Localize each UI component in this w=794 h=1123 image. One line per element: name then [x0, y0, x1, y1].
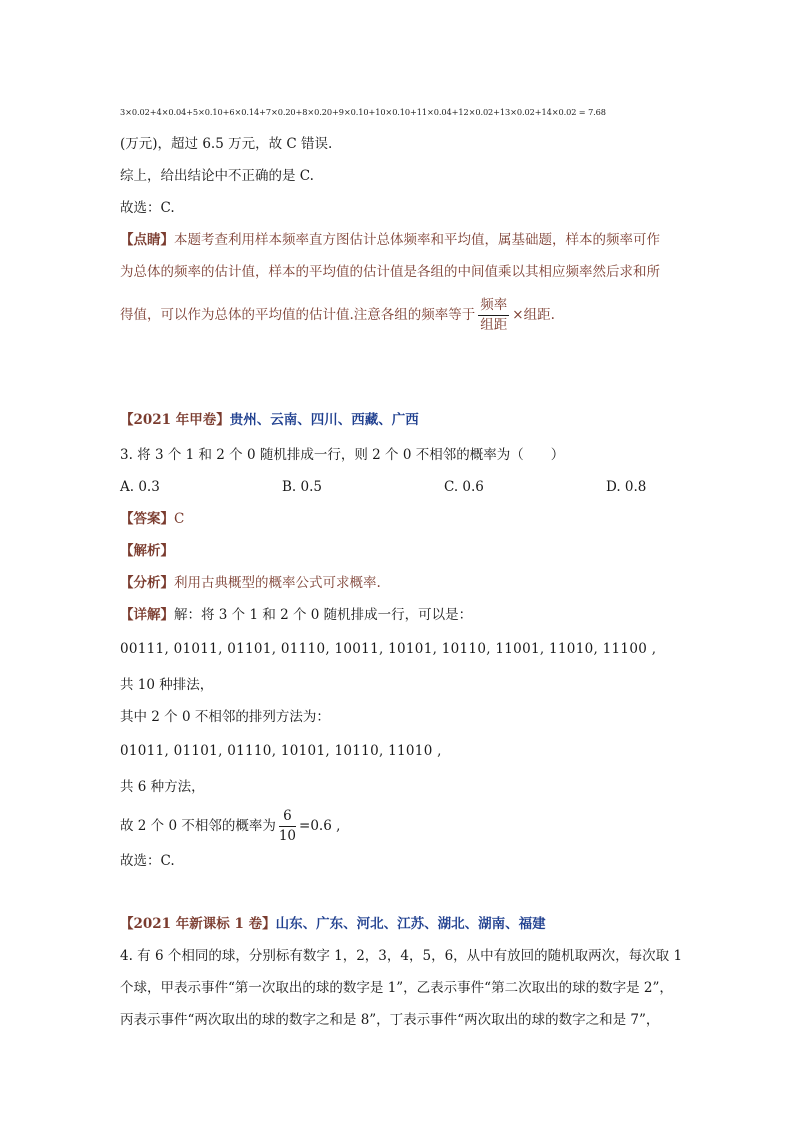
q3-question: 3. 将 3 个 1 和 2 个 0 随机排成一行，则 2 个 0 不相邻的概率为（ ）: [120, 447, 565, 463]
count-all-line: 共 10 种排法，: [120, 677, 214, 693]
q2-summary-line: 综上，给出结论中不正确的是 C.: [120, 168, 314, 184]
tip-tag: 【点睛】: [120, 232, 174, 248]
non-adjacent-intro: 其中 2 个 0 不相邻的排列方法为：: [120, 709, 330, 725]
q3-source-heading: [120, 411, 419, 429]
probability-post: =0.6 ,: [299, 818, 341, 834]
probability-denominator: 10: [278, 828, 297, 844]
option-a: A. 0.3: [120, 479, 160, 495]
answer-value: C: [174, 511, 185, 527]
q3-analysis-heading: [120, 542, 174, 560]
count-non-adjacent-line: 共 6 种方法，: [120, 779, 205, 795]
fenxi-text: 利用古典概型的概率公式可求概率.: [174, 575, 381, 591]
answer-tag: 【答案】: [120, 511, 174, 527]
tip-text-3-pre: 得值，可以作为总体的平均值的估计值.注意各组的频率等于: [120, 307, 476, 323]
q4-line-2: 个球，甲表示事件“第一次取出的球的数字是 1”，乙表示事件“第二次取出的球的数字是 2”，: [120, 980, 673, 996]
option-c: C. 0.6: [444, 479, 484, 495]
q4-line-3: 丙表示事件“两次取出的球的数字之和是 8”，丁表示事件“两次取出的球的数字之和是 7”，: [120, 1012, 660, 1028]
q3-choose-line: 故选：C.: [120, 853, 175, 869]
tip-text-3-post: ×组距.: [512, 307, 555, 323]
q3-source-regions: 贵州、云南、四川、西藏、广西: [229, 412, 419, 428]
q4-source-tag: 【2021 年新课标 1 卷】: [120, 916, 276, 932]
probability-fraction: [279, 808, 296, 845]
q3-fenxi: [120, 574, 381, 592]
q2-choose-line: 故选：C.: [120, 200, 175, 216]
probability-line: [120, 808, 340, 845]
all-arrangements-list: 00111, 01011, 01101, 01110, 10011, 10101, 10110, 11001, 11010, 11100 ,: [120, 641, 657, 657]
tip-text-1: 本题考查利用样本频率直方图估计总体频率和平均值，属基础题，样本的频率可作: [174, 232, 660, 248]
option-b: B. 0.5: [282, 479, 322, 495]
fraction-numerator: 频率: [478, 297, 509, 316]
q4-source-regions: 山东、广东、河北、江苏、湖北、湖南、福建: [275, 916, 546, 932]
q4-line-1: 4. 有 6 个相同的球，分别标有数字 1，2，3，4，5，6，从中有放回的随机取两次，每次取 1: [120, 948, 683, 964]
mean-formula: 3×0.02+4×0.04+5×0.10+6×0.14+7×0.20+8×0.20+9×0.10+10×0.10+11×0.04+12×0.02+13×0.02+14×0.02 = 7.68: [120, 107, 606, 117]
q2-tip-line-2: 为总体的频率的估计值，样本的平均值的估计值是各组的中间值乘以其相应频率然后求和所: [120, 264, 660, 280]
fraction-denominator: 组距: [480, 317, 508, 333]
q3-answer: [120, 510, 184, 528]
frequency-over-width-fraction: [478, 297, 509, 334]
detail-text: 解：将 3 个 1 和 2 个 0 随机排成一行，可以是：: [174, 607, 473, 623]
q2-tip-line-1: [120, 231, 660, 249]
q3-detail: [120, 606, 472, 624]
q3-source-tag: 【2021 年甲卷】: [120, 412, 230, 428]
probability-pre: 故 2 个 0 不相邻的概率为: [120, 818, 276, 834]
detail-tag: 【详解】: [120, 607, 174, 623]
analysis-tag: 【解析】: [120, 543, 174, 559]
probability-numerator: 6: [279, 808, 296, 827]
option-d: D. 0.8: [606, 479, 647, 495]
fenxi-tag: 【分析】: [120, 575, 174, 591]
non-adjacent-list: 01011, 01101, 01110, 10101, 10110, 11010 ,: [120, 743, 442, 759]
q2-conclusion-line: (万元)，超过 6.5 万元，故 C 错误.: [120, 136, 333, 152]
q2-tip-line-3: [120, 297, 555, 334]
q4-source-heading: [120, 915, 546, 933]
